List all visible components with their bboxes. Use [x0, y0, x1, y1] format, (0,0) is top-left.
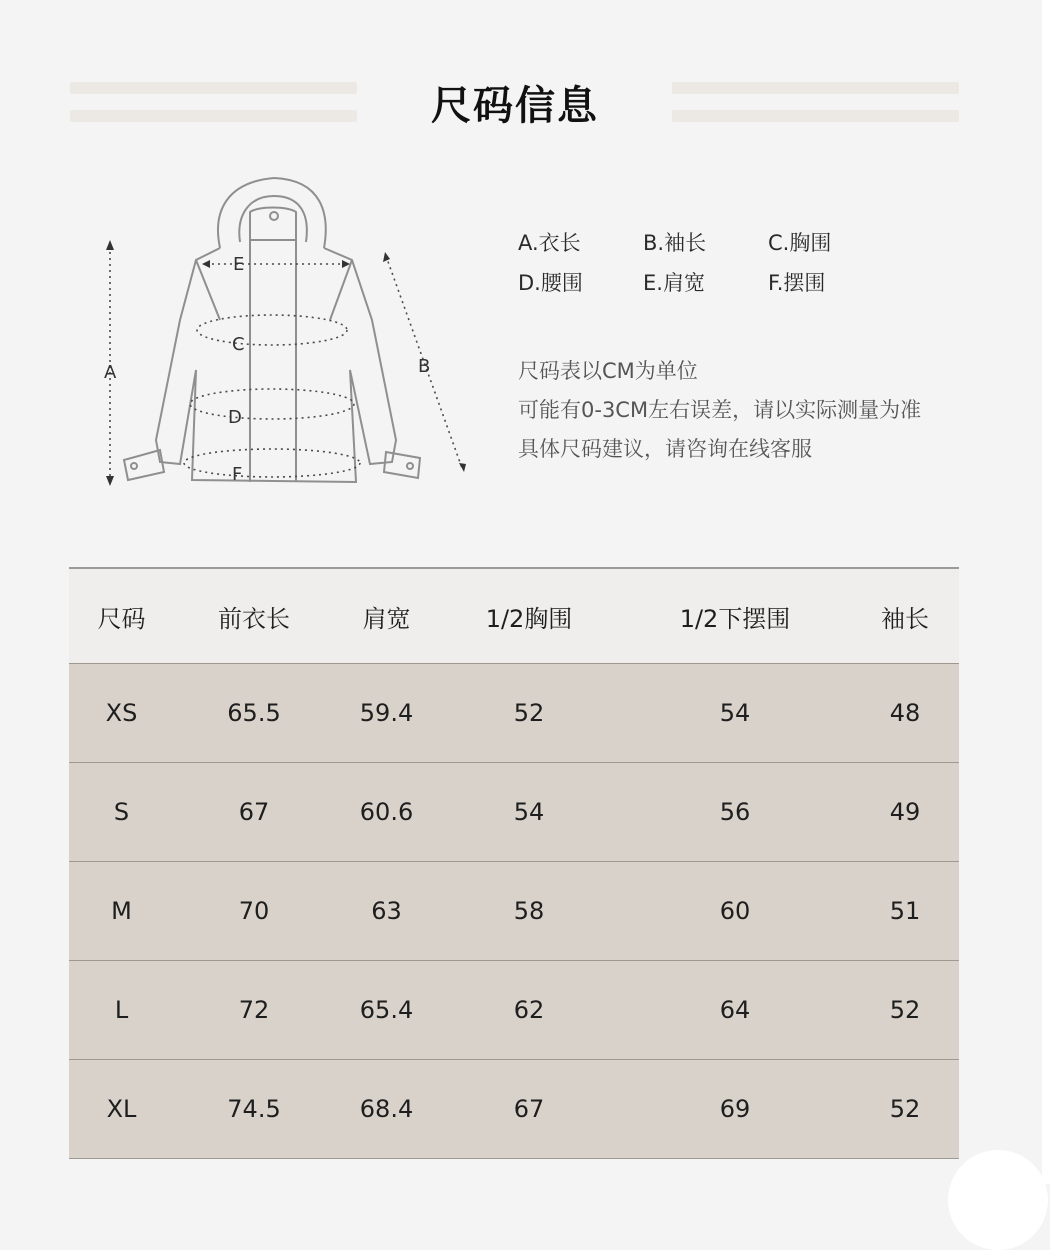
- legend-item: F.摆围: [768, 271, 826, 295]
- header-front-length: 前衣长: [174, 568, 334, 664]
- table-cell: 67: [439, 1060, 619, 1159]
- table-cell: 54: [439, 763, 619, 862]
- legend-item: D.腰围: [518, 271, 583, 295]
- table-cell: XL: [69, 1060, 174, 1159]
- label-f: F: [232, 464, 243, 485]
- table-cell: 74.5: [174, 1060, 334, 1159]
- legend-item: B.袖长: [643, 231, 707, 255]
- table-cell: 54: [619, 664, 851, 763]
- label-c: C: [232, 334, 245, 355]
- page-title: 尺码信息: [431, 83, 599, 129]
- table-cell: 63: [334, 862, 439, 961]
- table-cell: 68.4: [334, 1060, 439, 1159]
- table-cell: S: [69, 763, 174, 862]
- table-cell: 52: [851, 1060, 959, 1159]
- table-row: [69, 961, 959, 1060]
- measurement-legend: [518, 222, 893, 302]
- table-row: [69, 862, 959, 961]
- table-cell: 67: [174, 763, 334, 862]
- legend-item: E.肩宽: [643, 271, 705, 295]
- right-edge-strip: [1042, 0, 1050, 1184]
- label-e: E: [233, 254, 245, 275]
- table-cell: XS: [69, 664, 174, 763]
- table-cell: 60: [619, 862, 851, 961]
- table-row: [69, 664, 959, 763]
- note-line: 尺码表以CM为单位: [518, 359, 698, 383]
- table-cell: 52: [439, 664, 619, 763]
- size-table: [69, 567, 959, 1159]
- table-header-row: [69, 568, 959, 664]
- table-cell: 52: [851, 961, 959, 1060]
- header-half-hem: 1/2下摆围: [619, 568, 851, 664]
- table-cell: 69: [619, 1060, 851, 1159]
- table-cell: 60.6: [334, 763, 439, 862]
- table-row: [69, 1060, 959, 1159]
- table-cell: M: [69, 862, 174, 961]
- table-cell: 70: [174, 862, 334, 961]
- table-row: [69, 763, 959, 862]
- header-half-chest: 1/2胸围: [439, 568, 619, 664]
- label-a: A: [104, 362, 117, 383]
- size-notes: [518, 352, 921, 469]
- header-size: 尺码: [69, 568, 174, 664]
- legend-row: [518, 262, 893, 302]
- table-cell: 56: [619, 763, 851, 862]
- table-cell: 64: [619, 961, 851, 1060]
- note-line: 可能有0-3CM左右误差，请以实际测量为准: [518, 398, 922, 422]
- legend-row: [518, 222, 893, 262]
- header-shoulder: 肩宽: [334, 568, 439, 664]
- label-d: D: [228, 407, 242, 428]
- table-cell: 72: [174, 961, 334, 1060]
- header-sleeve: 袖长: [851, 568, 959, 664]
- table-cell: 65.4: [334, 961, 439, 1060]
- legend-item: C.胸围: [768, 231, 832, 255]
- table-cell: 59.4: [334, 664, 439, 763]
- table-cell: 58: [439, 862, 619, 961]
- table-cell: 51: [851, 862, 959, 961]
- table-cell: 49: [851, 763, 959, 862]
- floating-button-edge[interactable]: [948, 1150, 1048, 1250]
- legend-item: A.衣长: [518, 231, 581, 255]
- table-cell: 65.5: [174, 664, 334, 763]
- jacket-measurement-diagram: [100, 170, 480, 500]
- table-cell: L: [69, 961, 174, 1060]
- table-cell: 62: [439, 961, 619, 1060]
- label-b: B: [418, 356, 431, 377]
- table-cell: 48: [851, 664, 959, 763]
- note-line: 具体尺码建议，请咨询在线客服: [518, 437, 812, 461]
